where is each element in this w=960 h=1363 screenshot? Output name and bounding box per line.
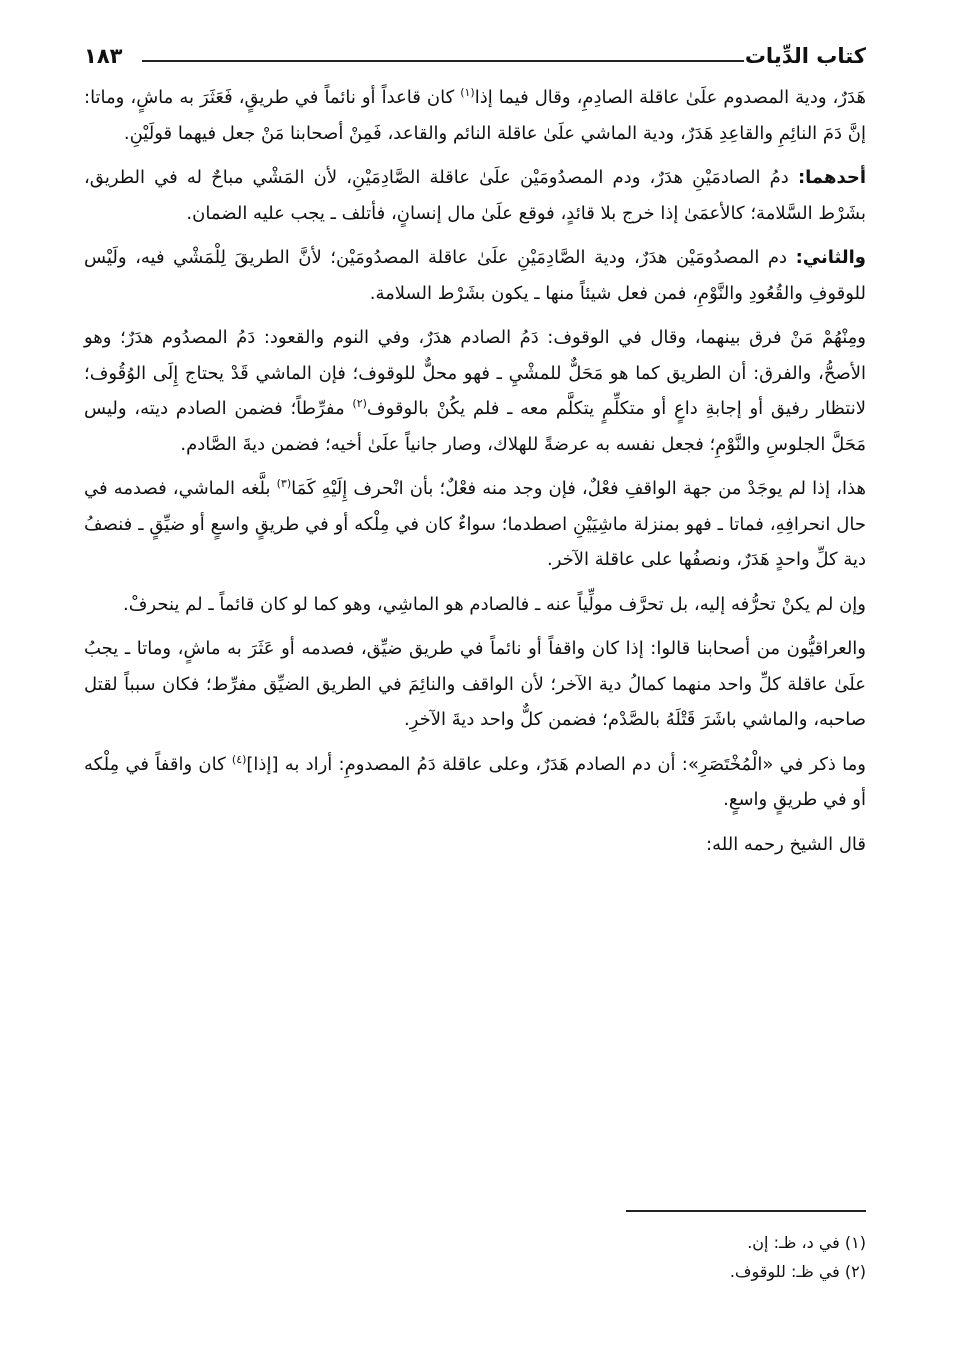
footnote-ref-1: (١) [460, 86, 475, 99]
paragraph-4 [84, 320, 866, 462]
paragraph-text: دمُ الصادمَيْنِ هدَرٌ، ودم المصدُومَيْن علَىٰ عاقلة الصَّادِمَيْنِ، لأن المَشْي مباحٌ له في الطريق، بشَرْط السَّلامة؛ كالأعمَىٰ إذا خرج بلا قائدٍ، فوقع علَىٰ مال إنسانٍ، فأتلف ـ يجب عليه الضمان. [84, 167, 866, 224]
paragraph-text: هَدَرٌ، ودية المصدوم علَىٰ عاقلة الصادِمِ، وقال فيما إذا [474, 87, 866, 108]
paragraph-5 [84, 471, 866, 578]
paragraph-2 [84, 160, 866, 231]
footnote-rule [626, 1210, 866, 1212]
paragraph-text: كان واقفاً في مِلْكه أو في طريقٍ واسعٍ. [84, 753, 866, 810]
paragraph-lead: أحدهما: [797, 167, 866, 188]
paragraph-6: وإن لم يكنْ تحرُّفه إليه، بل تحرَّف مولِّياً عنه ـ فالصادم هو الماشِي، وهو كما لو كان قائماً ـ لم ينحرفْ. [123, 593, 866, 615]
paragraph-text: هذا، إذا لم يوجَدْ من جهة الواقفِ فعْلٌ، فإن وجد منه فعْلٌ؛ بأن انْحرف إِلَيْهِ كَمَا [291, 478, 866, 499]
paragraph-text: كان قاعداً أو نائماً في طريقٍ، فَعَثَرَ به ماشٍ، وماتا: إنَّ دَمَ النائِمِ والقاعِدِ هَدَرٌ، ودية الماشي علَىٰ عاقلة النائم والقاعد، فَمِنْ أصحابنا مَنْ جعل فيهما قولَيْنِ. [84, 87, 866, 144]
paragraph-text: بلَّغه الماشي، فصدمه في حال انحرافِهِ، فماتا ـ فهو بمنزلة ماشِيَيْنِ اصطدما؛ سواءٌ كان في مِلْكه أو في طريقٍ واسعٍ أو ضيِّقٍ ـ فنصفُ دية كلِّ واحدٍ هَدَرٌ، ونصفُها على عاقلة الآخر. [84, 478, 866, 570]
paragraph-text: ومِنْهُمْ مَنْ فرق بينهما، وقال في الوقوف: دَمُ الصادم هدَرٌ، وفي النوم والقعود: دَمُ المصدُوم هدَرٌ؛ وهو الأصحُّ، والفرق: أن الطريق كما هو مَحَلٌّ للمشْيِ ـ فهو محلٌّ للوقوف؛ فإن الماشي قَدْ يحتاج إِلَى الوُقُوف؛ لانتظار رفيق أو إجابةِ داعٍ أو متكلِّمٍ يتكلَّم معه ـ فلم يكُنْ بالوقوف [84, 327, 866, 419]
paragraph-1 [84, 80, 866, 151]
paragraph-3 [84, 240, 866, 311]
page-header [84, 40, 866, 80]
footnotes [84, 1228, 866, 1286]
paragraph-lead: والثاني: [795, 247, 866, 268]
footnote-ref-3: (٣) [276, 477, 292, 490]
body-text [84, 80, 866, 862]
footnote-1: (١) في د، ظـ: إن. [747, 1233, 866, 1252]
header-rule [142, 60, 744, 62]
paragraph-9: قال الشيخ رحمه الله: [706, 833, 866, 855]
paragraph-text: وما ذكر في «الْمُخْتَصَرِ»: أن دم الصادم هَدَرٌ، وعلى عاقلة دَمُ المصدومِ: أراد به [إذا] [246, 753, 866, 775]
paragraph-text: دم المصدُومَيْن هدَرٌ، ودية الصَّادِمَيْنِ علَىٰ عاقلة المصدُومَيْن؛ لأنَّ الطريقَ لِلْمَشْي فيه، ولَيْس للوقوفِ والقُعُودِ والنَّوْمِ، فمن فعل شيئاً منها ـ يكون بشَرْط السلامة. [84, 247, 866, 304]
footnote-2: (٢) في ظـ: للوقوف. [729, 1262, 866, 1281]
footnote-ref-4: (٤) [231, 752, 247, 766]
footnote-ref-2: (٢) [352, 397, 367, 410]
paragraph-text: مفرِّطاً؛ فضمن الصادم ديته، وليس مَحَلَّ الجلوسِ والنَّوْمِ؛ فجعل نفسه به عرضةً للهلاك، وصار جانياً علَىٰ أخيه؛ فضمن ديةَ الصَّادم. [84, 398, 866, 455]
document-page [84, 40, 866, 1281]
paragraph-7: والعراقيُّون من أصحابنا قالوا: إذا كان واقفاً أو نائماً في طريق ضيِّق، فصدمه أو عَثَرَ به ماشٍ، وماتا ـ يجبُ علَىٰ عاقلة كلِّ واحد منهما كمالُ دية الآخر؛ لأن الواقف والنائِمَ في الطريق الضيِّق مفرِّط؛ فكان سبباً لقتل صاحبه، والماشي باشَرَ قَتْلَهُ بالصَّدْم؛ فضمن كلٌّ واحد ديةَ الآخرِ. [84, 638, 866, 730]
page-number: ١٨٣ [84, 44, 123, 68]
paragraph-8 [84, 747, 866, 818]
running-title: كتاب الدِّيات [744, 44, 866, 68]
